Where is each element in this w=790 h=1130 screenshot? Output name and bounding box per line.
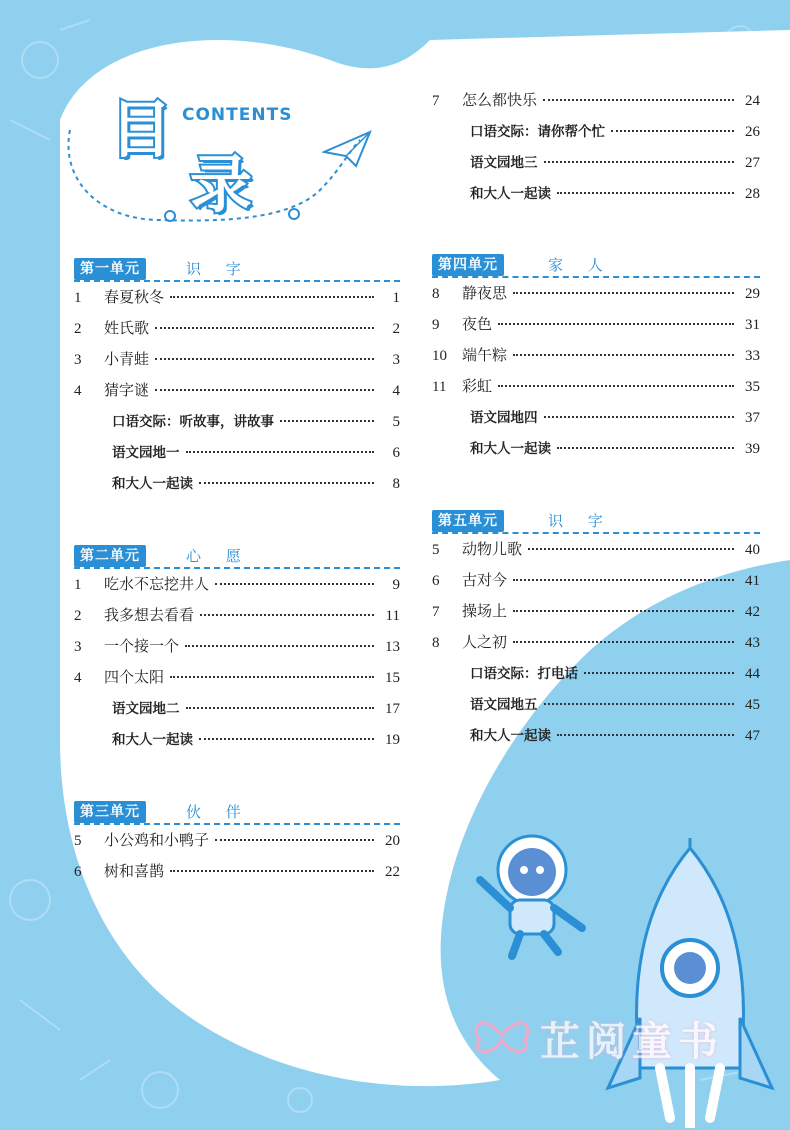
unit-header (74, 801, 400, 825)
toc-entry[interactable]: 5 小公鸡和小鸭子 20 (74, 831, 400, 849)
toc-entry[interactable]: 2 姓氏歌 2 (74, 319, 400, 337)
toc-entry[interactable]: 1 吃水不忘挖井人 9 (74, 575, 400, 593)
astronaut-illustration (462, 820, 602, 960)
unit-name: 家 人 (548, 256, 613, 274)
dashed-swirl-decoration (60, 110, 380, 250)
toc-entry[interactable]: 和大人一起读 47 (470, 728, 760, 744)
title-subtitle: CONTENTS (182, 105, 293, 125)
unit-label: 第二单元 (74, 545, 146, 567)
title-main-1: 目 (110, 93, 173, 166)
unit-header (432, 254, 760, 278)
toc-entry[interactable]: 语文园地四 37 (470, 410, 760, 426)
toc-entry[interactable]: 和大人一起读 28 (470, 186, 760, 202)
unit-3-section (74, 801, 400, 891)
unit-5-section (432, 510, 760, 755)
toc-entry[interactable]: 和大人一起读 39 (470, 441, 760, 457)
toc-entry[interactable]: 语文园地一 6 (112, 445, 400, 461)
toc-entry[interactable]: 口语交际：打电话 44 (470, 666, 760, 682)
unit-1-section (74, 258, 400, 503)
unit-4-section (432, 254, 760, 468)
unit-name: 识 字 (186, 260, 251, 278)
toc-entry[interactable]: 语文园地二 17 (112, 701, 400, 717)
unit-label: 第一单元 (74, 258, 146, 280)
toc-entry[interactable]: 10 端午粽 33 (432, 346, 760, 364)
unit-name: 伙 伴 (186, 803, 251, 821)
toc-entry[interactable]: 4 猜字谜 4 (74, 381, 400, 399)
toc-entry[interactable]: 6 古对今 41 (432, 571, 760, 589)
toc-entry[interactable]: 9 夜色 31 (432, 315, 760, 333)
toc-entry[interactable]: 3 一个接一个 13 (74, 637, 400, 655)
toc-entry[interactable]: 5 动物儿歌 40 (432, 540, 760, 558)
unit-3-continued (432, 89, 760, 213)
unit-label: 第五单元 (432, 510, 504, 532)
watermark: 芷阅童书 (540, 1018, 724, 1065)
toc-entry[interactable]: 6 树和喜鹊 22 (74, 862, 400, 880)
toc-entry[interactable]: 8 人之初 43 (432, 633, 760, 651)
title-block (60, 70, 420, 250)
unit-header (74, 545, 400, 569)
toc-right-column (432, 89, 760, 755)
toc-entry[interactable]: 和大人一起读 19 (112, 732, 400, 748)
unit-header (432, 510, 760, 534)
toc-entry[interactable]: 口语交际：请你帮个忙 26 (470, 124, 760, 140)
unit-header (74, 258, 400, 282)
toc-entry[interactable]: 语文园地三 27 (470, 155, 760, 171)
toc-entry[interactable]: 和大人一起读 8 (112, 476, 400, 492)
unit-label: 第四单元 (432, 254, 504, 276)
toc-entry[interactable]: 11 彩虹 35 (432, 377, 760, 395)
butterfly-logo-icon (470, 1010, 534, 1060)
title-main-2: 录 (190, 148, 253, 221)
toc-entry[interactable]: 8 静夜思 29 (432, 284, 760, 302)
toc-entry[interactable]: 4 四个太阳 15 (74, 668, 400, 686)
unit-2-section (74, 545, 400, 759)
toc-entry[interactable]: 口语交际：听故事，讲故事 5 (112, 414, 400, 430)
unit-name: 心 愿 (186, 547, 251, 565)
toc-entry[interactable]: 7 操场上 42 (432, 602, 760, 620)
toc-entry[interactable]: 3 小青蛙 3 (74, 350, 400, 368)
toc-entry[interactable]: 语文园地五 45 (470, 697, 760, 713)
rocket-illustration (600, 838, 780, 1128)
toc-left-column (74, 258, 400, 891)
toc-entry[interactable]: 1 春夏秋冬 1 (74, 288, 400, 306)
unit-name: 识 字 (548, 512, 613, 530)
toc-entry[interactable]: 7 怎么都快乐 24 (432, 91, 760, 109)
toc-entry[interactable]: 2 我多想去看看 11 (74, 606, 400, 624)
unit-label: 第三单元 (74, 801, 146, 823)
